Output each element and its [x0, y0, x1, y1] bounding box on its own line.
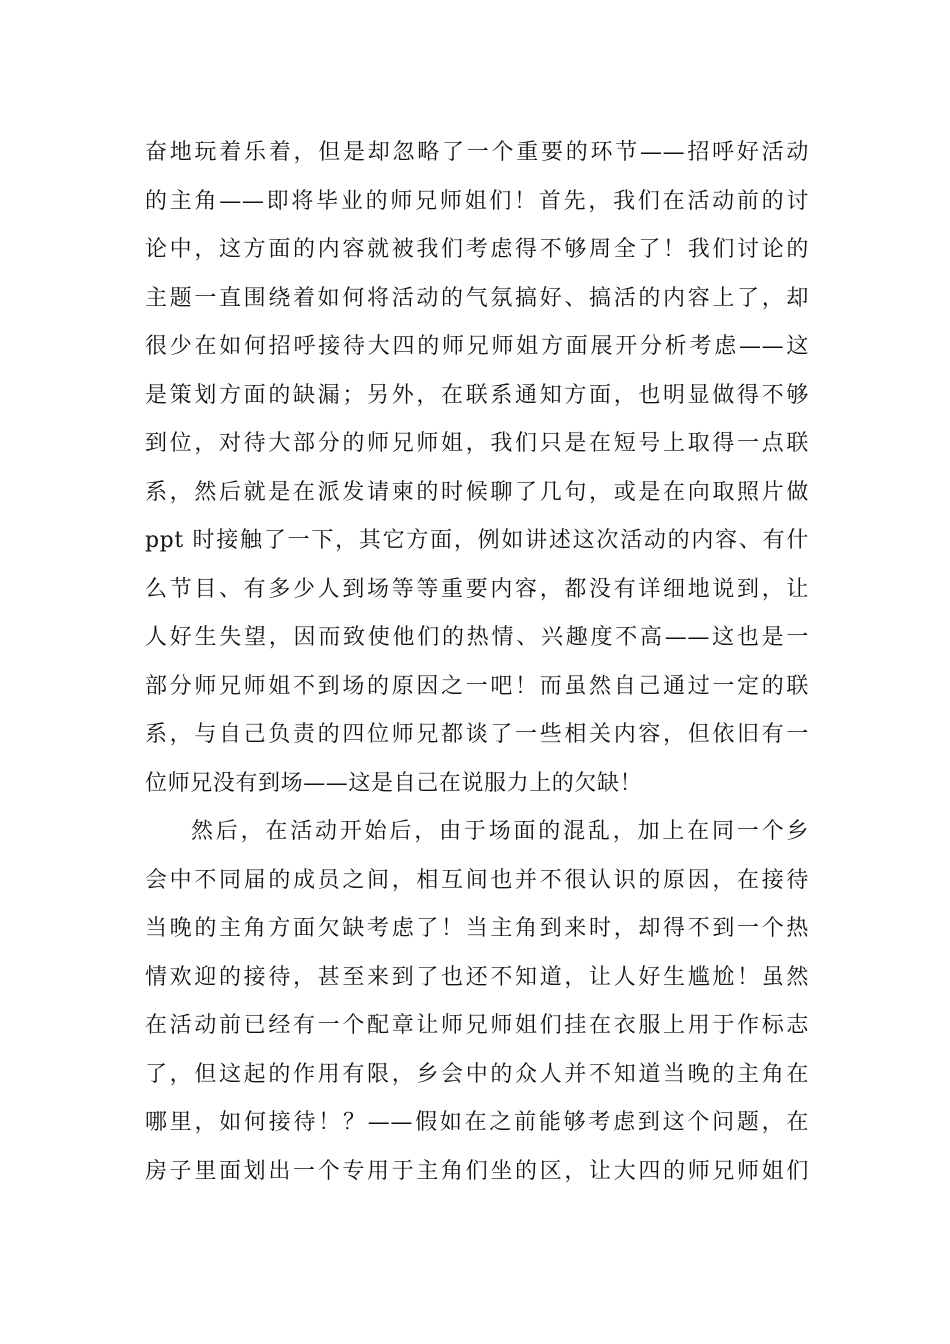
text-line: 当晚的主角方面欠缺考虑了！当主角到来时，却得不到一个热 [145, 916, 809, 941]
paragraph-first-line: 然后，在活动开始后，由于场面的混乱，加上在同一个乡 [191, 819, 809, 844]
paragraph-end-line: 位师兄没有到场——这是自己在说服力上的欠缺！ [145, 770, 643, 796]
text-line: 哪里，如何接待！？——假如在之前能够考虑到这个问题，在 [145, 1110, 809, 1135]
text-line: 房子里面划出一个专用于主角们坐的区，让大四的师兄师姐们 [145, 1158, 809, 1184]
text-line: 系，与自己负责的四位师兄都谈了一些相关内容，但依旧有一 [145, 722, 809, 747]
text-line: ppt 时接触了一下，其它方面，例如讲述这次活动的内容、有什 [145, 528, 809, 553]
text-line: 到位，对待大部分的师兄师姐，我们只是在短号上取得一点联 [145, 431, 809, 456]
text-line: 会中不同届的成员之间，相互间也并不很认识的原因，在接待 [145, 867, 809, 893]
text-line: 人好生失望，因而致使他们的热情、兴趣度不高——这也是一 [145, 625, 809, 650]
text-line: 的主角——即将毕业的师兄师姐们！首先，我们在活动前的讨 [145, 188, 809, 214]
text-line: 了，但这起的作用有限，乡会中的众人并不知道当晚的主角在 [145, 1061, 809, 1087]
text-line: 论中，这方面的内容就被我们考虑得不够周全了！我们讨论的 [145, 237, 809, 262]
text-line: 是策划方面的缺漏；另外，在联系通知方面，也明显做得不够 [145, 382, 809, 408]
body-text [145, 129, 809, 1196]
text-line: 主题一直围绕着如何将活动的气氛搞好、搞活的内容上了，却 [145, 285, 809, 311]
text-line: 部分师兄师姐不到场的原因之一吧！而虽然自己通过一定的联 [145, 673, 809, 699]
text-line: 情欢迎的接待，甚至来到了也还不知道，让人好生尴尬！虽然 [145, 964, 809, 990]
text-line: 奋地玩着乐着，但是却忽略了一个重要的环节——招呼好活动 [145, 140, 809, 165]
text-line: 么节目、有多少人到场等等重要内容，都没有详细地说到，让 [145, 576, 809, 602]
text-line: 在活动前已经有一个配章让师兄师姐们挂在衣服上用于作标志 [145, 1013, 809, 1038]
text-line: 很少在如何招呼接待大四的师兄师姐方面展开分析考虑——这 [145, 334, 809, 359]
text-line: 系，然后就是在派发请柬的时候聊了几句，或是在向取照片做 [145, 479, 809, 505]
